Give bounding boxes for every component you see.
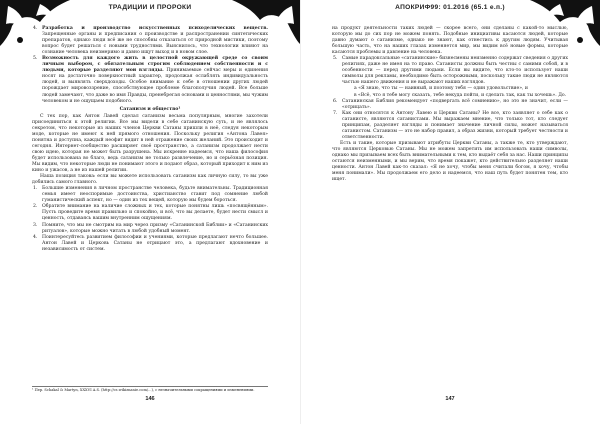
item-text: Поинтересуйтесь развитием философии и учениями, которые предлагают нечто большее. Антон Лавей и Церковь Сатаны не отрицают это, а предлагают вдохновение и независимость от систем. [42,234,268,252]
list-item [32,235,268,253]
item-text: Обратите внимание на наличие сложных и тех, которые понятны лишь «посвящённым». Пусть проведите время правильно и спокойно, и всё, что вы делаете, будет нести смысл и ценность, отдаваясь вашим внутренним ощущениям. [42,204,268,222]
right-body-text [332,26,568,183]
item-text: Самые парадоксальные «сатанинские» бизнесмены неизменно содержат сведения о других религиях, даже не имея на то право. Сатанисты должны быть честны с самими собой, и в особенности — перед другими людьми. Если вы видите, что кто-то использует наши символы для рекламы, необходимо быть осторожными, поскольку такие люди не являются частью нашего движения и не выражают наших взглядов. [342,56,568,86]
item-text: Помните, что мы не смотрим на мир через призму «Сатанинской Библии» и «Сатанинских ритуалов», которые можно читать в любой удобный момент. [42,222,268,234]
right-page [300,0,600,424]
section-heading: Сатанизм и общество¹ [119,106,181,112]
list-item [332,56,568,86]
running-header: ТРАДИЦИИ И ПРОРОКИ [108,4,192,11]
page-number: 147 [445,396,455,402]
item-text: Запрещенные органы и предписания о производстве и распространении синтетических препаратов, однако люди всё же не способны отказаться от природной мистики, поэтому вопрос будет решаться с новыми трудностями. Выяснилось, что технологии влияют на сознание человека неизмеримо и давно ищут выход и в новом слое. [42,32,268,56]
paragraph: С тех пор, как Антон Лавей сделал сатанизм весьма популярным, многие захотели присоединиться к этой религии. Все мы видели в себе сатанинскую суть, и не являлось секретом, что некоторые из наших членов Церкви Сатаны пришли в неё, следуя некоторым моде, которые не имеют к ней прямого отношения. Поскольку религия «Антона Лавея» понятна и доступна, каждый неофит видит в ней отражение своих желаний. Это происходит и сегодня. Интернет-сообщество расширяет своё пространство, а сатанизм продолжает нести свою идею, которая не может быть разрушена. Мы искренне надеемся, что наша философия будет использована во благо, ведь сатанизм не только развлечение, но и серьёзная позиция. Мы видим, что некоторые люди не понимают этого и подают образ, который приходит к ним из кино и ужасов, а не из нашей религии. [32,113,268,174]
item-number: 1. [33,186,38,192]
quote-line: а «Я знаю, что ты — наивный, и поэтому тебя — один удовольствие», и [354,86,528,92]
item-number: 7. [333,110,338,116]
item-number: 2. [33,204,38,210]
quote-line: в «Всё, что я тебе могу сказать, тебе некуда пойти, и сделать так, как ты хочешь». До. [354,92,567,98]
item-text: Принимаемые сейчас меры и единения носят на достаточно поверхностный характер, продолжая ослаблять индивидуальность людей, и выявлять сверхдоходы. Особое внимание к себе в отношении других людей порождает мировоззрение, способствующее проблеме благополучия людей. Все больше людей замечают, что даже во имя Правды, пренебрегая основами и ценностями, мы чужим человеком и не ощущаем подобного. [42,68,268,104]
list-item [332,99,568,111]
item-number: 3. [33,222,38,228]
list-item [32,56,268,104]
list-item [32,26,268,56]
running-header: АПОКРИФ99: 01.2016 (65.1 е.п.) [395,4,505,11]
item-number: 4. [33,26,38,31]
list-item [32,223,268,235]
item-bold-lead: Возможность для каждого жить в целостной окружающей среде со своим личным выбором, с обязательным строгим соблюдением собственности и с людьми, которые разделяют мои взгляды. [42,56,268,74]
item-number: 4. [33,234,38,240]
item-bold-lead: Разработка и производство искусственных психоделических веществ. [42,26,268,31]
page-number: 146 [145,396,155,402]
item-number: 5. [33,56,38,62]
left-body-text [32,26,268,253]
paragraph: Есть и такие, которые призывают атрибуты Церкви Сатаны, а также те, кто утверждают, что являются Церковью Сатаны. Мы не можем запретить им использовать наши символы, однако мы призываем всех быть внимательными к тем, кто выдаёт себя за нас. Наши принципы остаются неизменными, и мы верим, что время покажет, кто действительно разделяет наши ценности. Антон Лавей как-то сказал: «Я не хочу, чтобы меня считали богом, я хочу, чтобы меня понимали». Мы продолжаем его дело и надеемся, что наш путь будет понятен тем, кто ищет. [332,140,568,183]
item-number: 5. [333,56,338,62]
item-text: Сатанинская Библия рекомендует «подвергать всё сомнению», но это не значит, если — «отрицать». [342,98,568,110]
footnote: ¹ Пер. Schakal & Martyn, XXXVI A.S. (http://cs.wikiznanie.com/...), с незначительными сокращениями и изменениями. [32,386,268,392]
list-item [32,204,268,222]
paragraph: Наша позиция такова: если вы можете использовать сатанизм как личную силу, то вы уже добились самого главного. [32,174,268,186]
item-number: 6. [333,98,338,104]
list-item [332,111,568,141]
item-text: Как они относятся к Антону Лавею и Церкви Сатаны? Не все, кто заявляет о себе как о сатанисте, являются сатанистами. Мы выражаем мнение, что только тот, кто следует принципам, разделяет взгляды и понимает значение личной силы, может называться сатанистом. Сатанизм — это не набор правил, а образ жизни, который требует честности и ответственности. [342,110,568,140]
item-text: Большие изменения в личном пространстве человека, будьте внимательны. Традиционная семья имеет неоспоримые достоинства, христианство ставит под сомнение любой гуманистический аспект, но — один из тех вещей, которую мы будем бороться. [42,186,268,204]
list-item [32,186,268,204]
paragraph: на продукт деятельности таких людей — скорее всего, они сделаны с какой-то мыслью, которую мы до сих пор не можем понять. Подобные инициативы касаются людей, которые давно думают о сатанизме, однако не знают, как отнестись к другим людям. Учитывая большую часть, что на наших глазах изменяется мир, мы видим всё новые формы, которые касаются проблемы и давление на человека. [332,26,568,56]
